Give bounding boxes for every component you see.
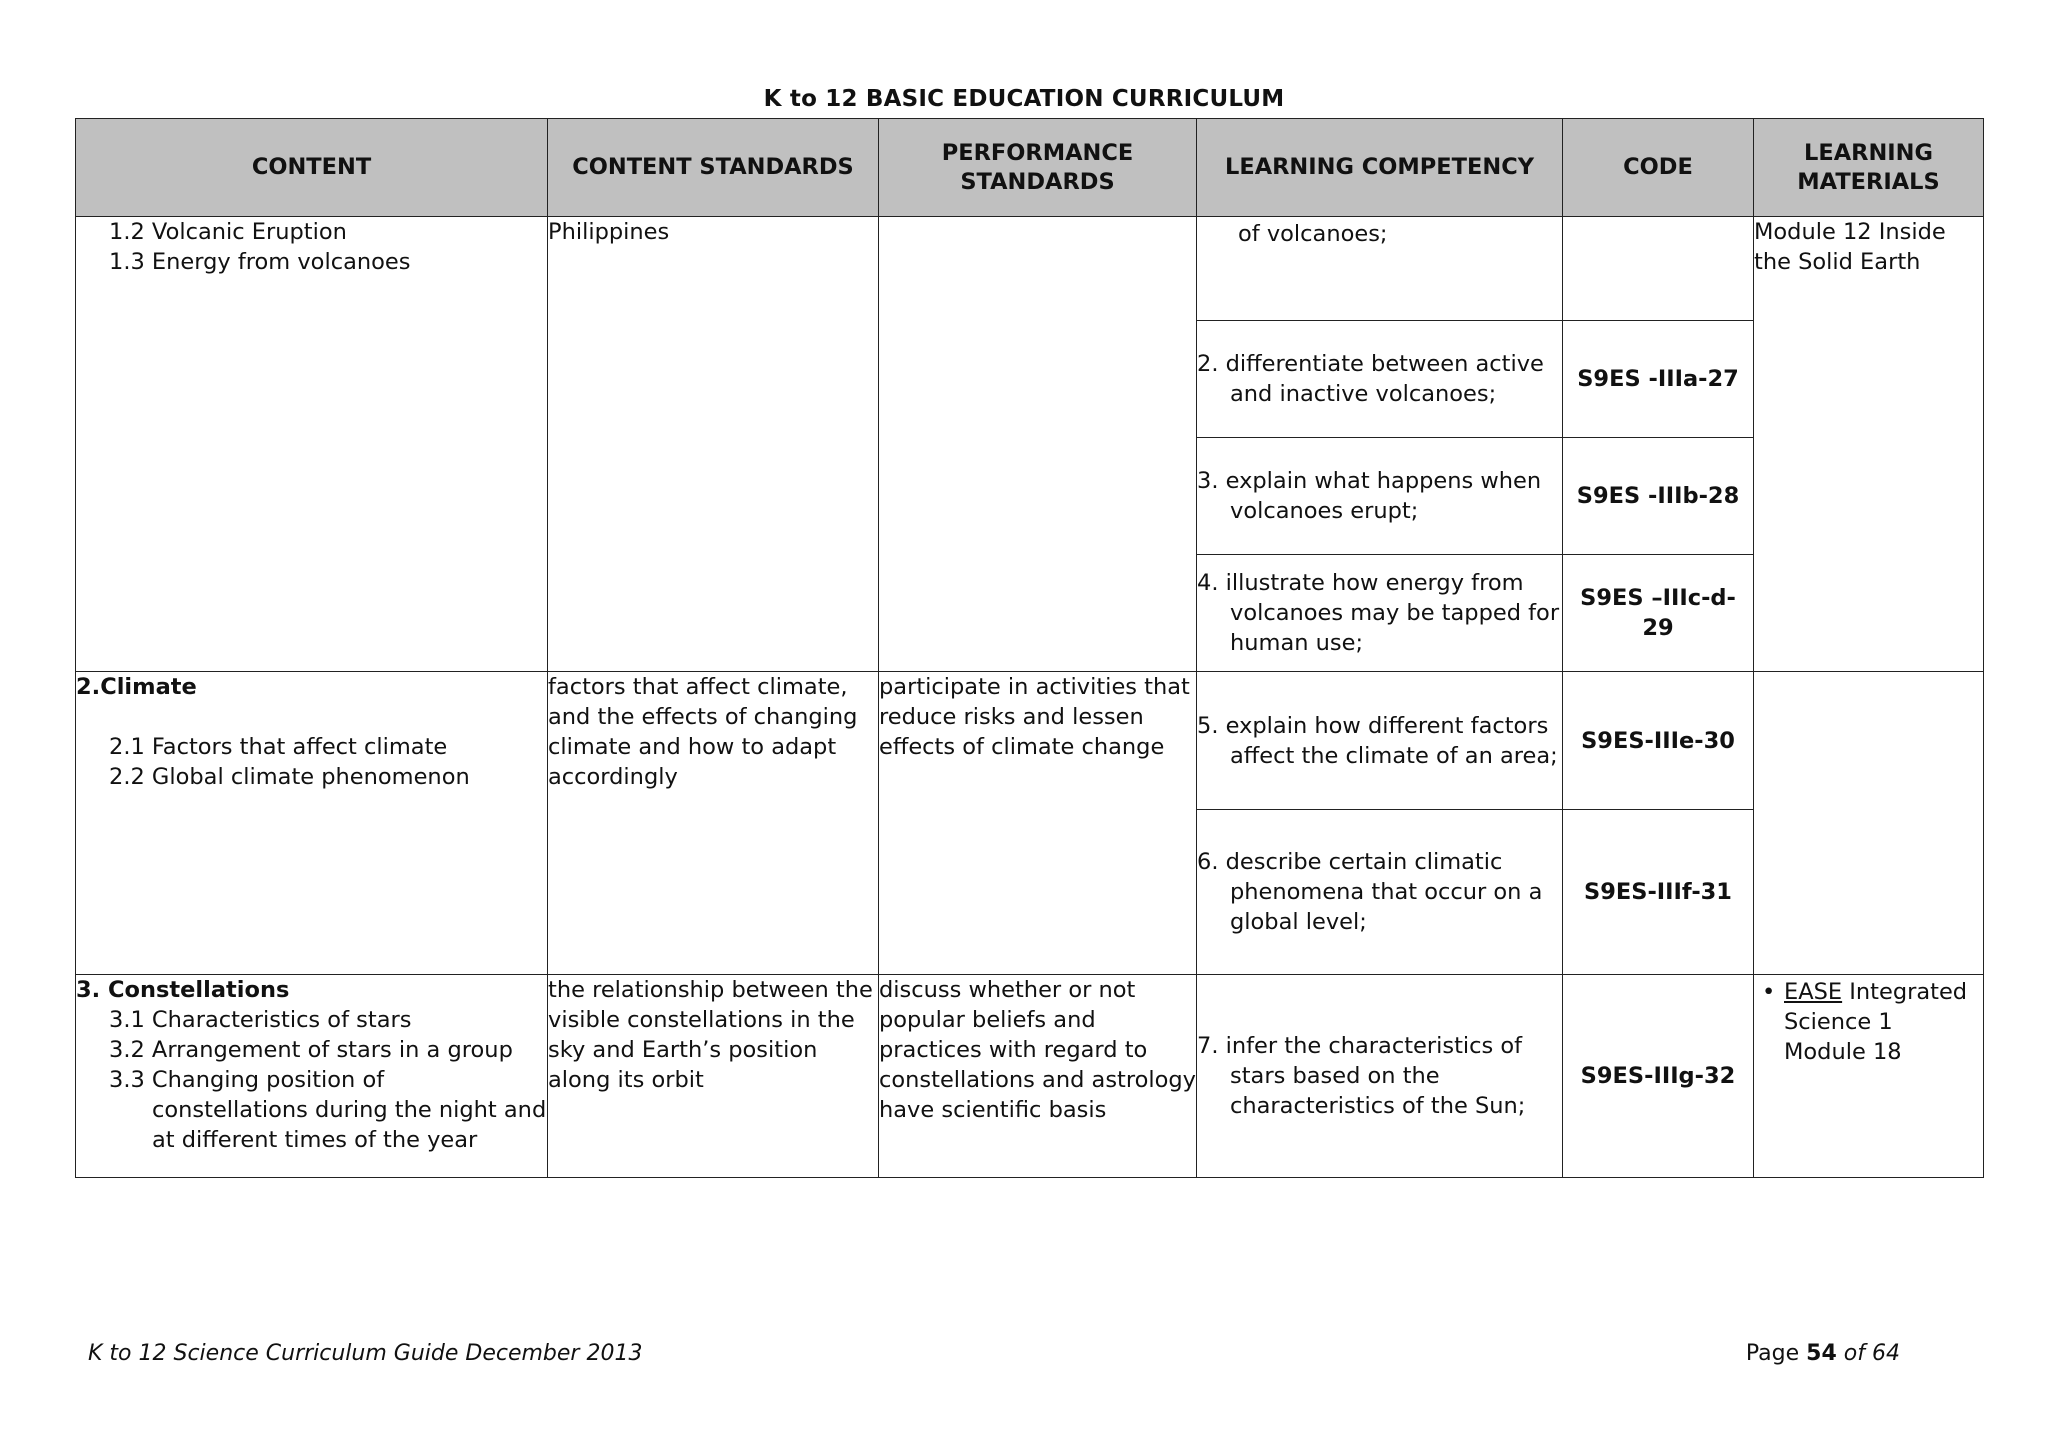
header-content: CONTENT bbox=[76, 119, 548, 217]
page-current: 54 bbox=[1806, 1341, 1837, 1366]
section1-content-standard: Philippines bbox=[548, 217, 879, 672]
table-row bbox=[76, 672, 1984, 810]
code-cell: S9ES –IIIc-d-29 bbox=[1563, 555, 1754, 672]
header-code: CODE bbox=[1563, 119, 1754, 217]
code-cell: S9ES -IIIa-27 bbox=[1563, 321, 1754, 438]
code-cell: S9ES-IIIg-32 bbox=[1563, 975, 1754, 1178]
curriculum-table bbox=[75, 118, 1984, 1178]
materials-underlined: EASE bbox=[1784, 979, 1843, 1005]
materials-text bbox=[1784, 977, 1977, 1067]
table-header-row bbox=[76, 119, 1984, 217]
competency-cell bbox=[1197, 555, 1563, 672]
section2-materials bbox=[1754, 672, 1984, 975]
competency-text: 2. differentiate between active and inactive volcanoes; bbox=[1197, 351, 1544, 407]
page-prefix: Page bbox=[1745, 1341, 1800, 1366]
competency-cell bbox=[1197, 975, 1563, 1178]
section3-performance-standard: discuss whether or not popular beliefs and practices with regard to constellations and astrology have scientific basis bbox=[879, 975, 1197, 1178]
section2-content-standard: factors that affect climate, and the effects of changing climate and how to adapt accordingly bbox=[548, 672, 879, 975]
materials-bullet-item bbox=[1754, 975, 1983, 1067]
section3-materials bbox=[1754, 975, 1984, 1178]
bullet-icon: • bbox=[1762, 979, 1776, 1005]
code-cell: S9ES-IIIf-31 bbox=[1563, 810, 1754, 975]
section-heading: 3. Constellations bbox=[76, 977, 290, 1003]
competency-continuation: of volcanoes; bbox=[1197, 217, 1563, 321]
competency-text: 3. explain what happens when volcanoes erupt; bbox=[1197, 468, 1542, 524]
content-line: 3.1 Characteristics of stars bbox=[109, 1007, 412, 1033]
content-line-continuation: constellations during the night and at different times of the year bbox=[152, 1097, 547, 1153]
materials-rest: Integrated Science 1 Module 18 bbox=[1784, 979, 1968, 1065]
content-line: 3.2 Arrangement of stars in a group bbox=[109, 1037, 513, 1063]
competency-text: 7. infer the characteristics of stars based on the characteristics of the Sun; bbox=[1197, 1033, 1526, 1119]
code-cell: S9ES-IIIe-30 bbox=[1563, 672, 1754, 810]
header-learning-materials: LEARNING MATERIALS bbox=[1754, 119, 1984, 217]
competency-cell bbox=[1197, 672, 1563, 810]
competency-cell bbox=[1197, 321, 1563, 438]
header-learning-competency: LEARNING COMPETENCY bbox=[1197, 119, 1563, 217]
section1-content bbox=[76, 217, 548, 672]
section1-materials: Module 12 Inside the Solid Earth bbox=[1754, 217, 1984, 672]
section1-performance-standard bbox=[879, 217, 1197, 672]
section2-content bbox=[76, 672, 548, 975]
section-heading: 2.Climate bbox=[76, 674, 197, 700]
page-total: of 64 bbox=[1843, 1341, 1900, 1366]
code-cell: S9ES -IIIb-28 bbox=[1563, 438, 1754, 555]
table-row bbox=[76, 217, 1984, 321]
content-line: 2.1 Factors that affect climate bbox=[109, 734, 448, 760]
competency-cell bbox=[1197, 438, 1563, 555]
section2-performance-standard: participate in activities that reduce risks and lessen effects of climate change bbox=[879, 672, 1197, 975]
code-cell-empty bbox=[1563, 217, 1754, 321]
competency-text: 4. illustrate how energy from volcanoes may be tapped for human use; bbox=[1197, 570, 1560, 656]
footer-page-number bbox=[1746, 1341, 1900, 1366]
content-line: 3.3 Changing position of bbox=[109, 1067, 385, 1093]
header-content-standards: CONTENT STANDARDS bbox=[548, 119, 879, 217]
competency-cell bbox=[1197, 810, 1563, 975]
header-performance-standards: PERFORMANCE STANDARDS bbox=[879, 119, 1197, 217]
competency-text: 5. explain how different factors affect the climate of an area; bbox=[1197, 712, 1558, 769]
document-title: K to 12 BASIC EDUCATION CURRICULUM bbox=[763, 86, 1285, 112]
section3-content-standard: the relationship between the visible constellations in the sky and Earth’s position along its orbit bbox=[548, 975, 879, 1178]
content-line: 2.2 Global climate phenomenon bbox=[109, 764, 470, 790]
competency-text: 6. describe certain climatic phenomena that occur on a global level; bbox=[1197, 849, 1543, 935]
section3-content bbox=[76, 975, 548, 1178]
content-line: 1.2 Volcanic Eruption bbox=[109, 219, 347, 245]
footer-guide-title: K to 12 Science Curriculum Guide December 2013 bbox=[88, 1341, 643, 1366]
table-row bbox=[76, 975, 1984, 1178]
content-line: 1.3 Energy from volcanoes bbox=[109, 249, 411, 275]
